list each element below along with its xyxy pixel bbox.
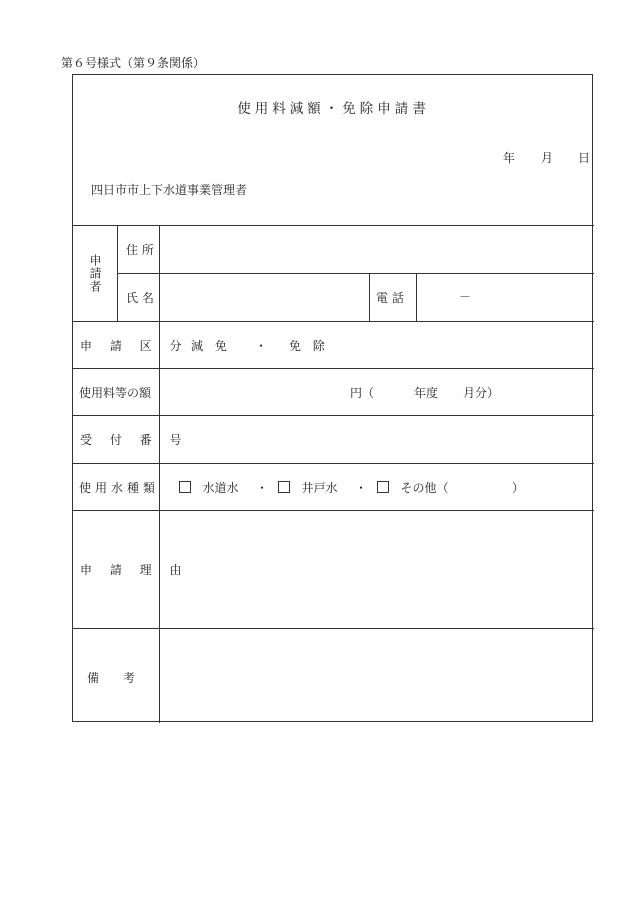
- water-type-label: 使用水種類: [79, 481, 160, 495]
- phone-label: 電 話: [376, 291, 404, 305]
- form-title: 使用料減額・免除申請書: [237, 101, 430, 117]
- water-option-other[interactable]: その他（: [377, 479, 448, 496]
- reason-field[interactable]: [159, 511, 594, 627]
- water-option-well[interactable]: 井戸水: [278, 479, 337, 496]
- remarks-field[interactable]: [159, 629, 594, 722]
- name-field[interactable]: [159, 274, 368, 320]
- fee-amount-label: 使用料等の額: [79, 386, 152, 400]
- name-label: 氏 名: [126, 291, 154, 305]
- row-divider: [73, 368, 594, 369]
- receipt-number-label: 受 付 番 号: [80, 433, 189, 447]
- form-number: 第６号様式（第９条関係）: [61, 56, 206, 70]
- date-day-label: 日: [578, 151, 591, 165]
- row-divider: [73, 463, 594, 464]
- phone-separator: －: [459, 290, 472, 304]
- months-label: 月分）: [463, 386, 500, 400]
- address-label: 住 所: [126, 243, 154, 257]
- application-form: [72, 74, 593, 722]
- water-option-tap[interactable]: 水道水: [179, 479, 238, 496]
- water-separator: ・: [355, 481, 368, 495]
- date-year-label: 年: [503, 151, 516, 165]
- address-field[interactable]: [159, 226, 594, 272]
- fiscal-year-label: 年度: [414, 386, 439, 400]
- addressee: 四日市市上下水道事業管理者: [91, 183, 248, 197]
- reason-label: 申 請 理 由: [80, 563, 189, 577]
- applicant-group-label: 申請者: [88, 253, 102, 293]
- well-water-checkbox[interactable]: [278, 481, 290, 493]
- receipt-number-field[interactable]: [159, 416, 594, 462]
- application-type-label: 申 請 区 分: [80, 339, 189, 353]
- date-month-label: 月: [541, 151, 554, 165]
- remarks-label: 備 考: [87, 671, 136, 685]
- column-divider: [369, 273, 370, 321]
- other-water-checkbox[interactable]: [377, 481, 389, 493]
- water-separator: ・: [256, 481, 269, 495]
- type-separator: ・: [255, 339, 268, 353]
- other-close-paren: ）: [512, 481, 525, 495]
- exemption-option[interactable]: 免 除: [289, 339, 329, 353]
- tap-water-checkbox[interactable]: [179, 481, 191, 493]
- row-divider: [73, 321, 594, 322]
- column-divider: [117, 225, 118, 321]
- reduction-option[interactable]: 減 免: [191, 339, 231, 353]
- column-divider: [416, 273, 417, 321]
- yen-label: 円（: [350, 386, 375, 400]
